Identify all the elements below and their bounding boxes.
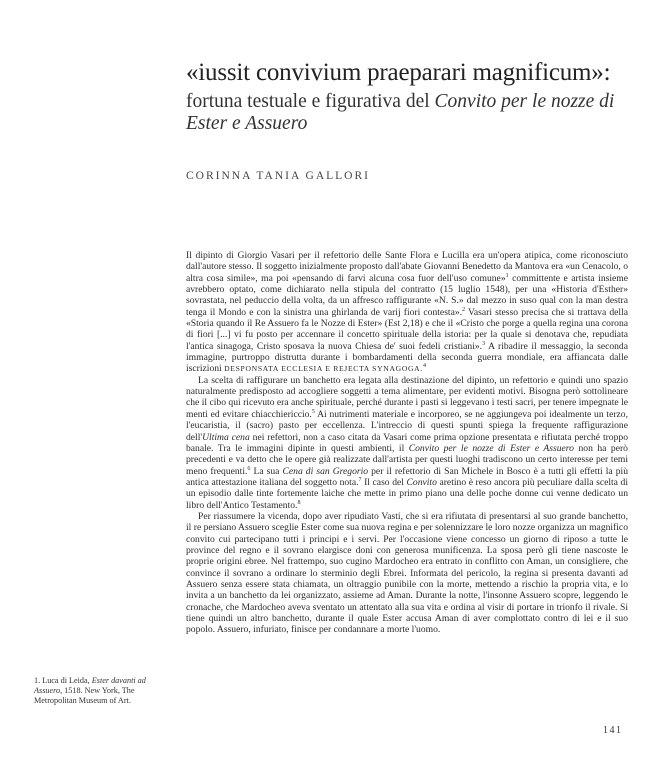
text-run: Ai nutrimenti materiale e incorporeo, se ne aggiungeva poi idealmente un terzo, l'eucaristia, il (sacro) pasto per eccellenza. L'intreccio di questi spunti spiega la frequente raffigurazione dell': [186, 408, 628, 443]
artwork-title: Convito per le nozze di Ester e Assuero: [408, 442, 574, 454]
text-run: A ribadire il messaggio, la seconda immagine, purtroppo distrutta durante i bombardamenti della seconda guerra mondiale, era affiancata dalle iscrizioni: [186, 340, 628, 375]
footnote-ref-5[interactable]: 5: [311, 408, 315, 415]
page-number: 141: [603, 725, 623, 736]
text-run: Il caso del: [361, 476, 407, 488]
artwork-title: Ultima cena: [202, 431, 250, 443]
footnote-ref-2[interactable]: 2: [462, 306, 466, 313]
footnote-ref-8[interactable]: 8: [297, 499, 301, 506]
text-run: Il dipinto di Giorgio Vasari per il refettorio delle Sante Flora e Lucilla era un'opera atipica, come riconosciuto dall'autore stesso. Il soggetto inizialmente proposto dall'abate Giovanni Benedetto da Mantova era «un Cenacolo, o altra cosa simile», ma poi «pensando di farvi alcuna cosa fuor dell'uso comune»: [186, 250, 628, 284]
footnote-ref-3[interactable]: 3: [482, 340, 486, 347]
article-subtitle: [186, 91, 616, 135]
article-title: «iussit convivium praeparari magnificum»:: [186, 59, 611, 86]
subtitle-italic-text: Convito per le nozze di Ester e Assuero: [186, 91, 615, 134]
caption-artwork-title: Ester davanti ad Assuero: [34, 676, 146, 695]
paragraph-2: [186, 375, 628, 511]
text-run: non ha però precedenti e va detto che le opere già realizzate dall'artista per questi luoghi tradiscono un certo interesse per temi meno frequenti.: [186, 442, 628, 477]
author-name: CORINNA TANIA GALLORI: [186, 170, 370, 182]
text-run: committente e artista insieme avrebbero optato, come dichiarato nella stipula del contratto (15 luglio 1548), per una «Historia d'Esther» sovrastata, nel peduccio della volta, da un affresco raffigurante «N. S.» dal mezzo in suso qual con la man destra tenga il Mondo e con la sinistra una ghirlanda de varij fiori contesta».: [186, 272, 628, 318]
artwork-title: Cena di san Gregorio: [282, 465, 369, 477]
paragraph-1: [186, 250, 628, 375]
caption-text: 1. Luca di Leida,: [34, 676, 92, 685]
footnote-ref-1[interactable]: 1: [505, 272, 509, 279]
artwork-title: Convito: [406, 476, 437, 488]
text-run: nei refettori, non a caso citata da Vasari come prima opzione presentata e rifiutata perché troppo banale. Tra le immagini dipinte in questi ambienti, il: [186, 431, 628, 454]
text-run: La scelta di raffigurare un banchetto era legata alla destinazione del dipinto, un refettorio e quindi uno spazio naturalmente predisposto ad accogliere soggetti a tema alimentare, per evidenti motivi. Bisogna però sottolineare che il cibo qui ricevuto era anche spirituale, perché durante i pasti si leggevano i testi sacri, per tenere impegnate le menti ed evitare chiacchiericcio.: [186, 374, 628, 420]
caption-text: , 1518. New York, The Metropolitan Museum of Art.: [34, 686, 135, 705]
text-run: aretino è reso ancora più peculiare dalla scelta di un episodio dalle tinte fortemente laiche che mette in primo piano una delle poche donne cui venne dedicato un libro dell'Antico Testamento.: [186, 476, 628, 511]
inscription-text: DESPONSATA ECCLESIA E REJECTA SYNAGOGA.: [224, 364, 423, 374]
subtitle-text: fortuna testuale e figurativa del: [186, 91, 435, 112]
footnote-ref-4[interactable]: 4: [422, 363, 426, 370]
figure-caption: [34, 676, 152, 706]
article-body: [186, 250, 628, 636]
paragraph-3: Per riassumere la vicenda, dopo aver ripudiato Vasti, che si era rifiutata di presentarsi al suo grande banchetto, il re persiano Assuero sceglie Ester come sua nuova regina e per solennizzare le loro nozze organizza un magnifico convito cui partecipano tutti i principi e i servi. Per l'occasione viene concesso un giorno di riposo a tutte le province del regno e il sovrano elargisce doni con generosa munificenza. La sposa però gli tiene nascoste le proprie origini ebree. Nel frattempo, suo cugino Mardocheo era entrato in conflitto con Aman, un consigliere, che convince il sovrano a ordinare lo sterminio degli Ebrei. Informata del pericolo, la regina si presenta davanti ad Assuero senza essere stata chiamata, un oltraggio punibile con la morte, mettendo a rischio la propria vita, e lo invita a un banchetto da lei organizzato, assieme ad Aman. Durante la notte, l'insonne Assuero scopre, leggendo le cronache, che Mardocheo aveva sventato un attentato alla sua vita e ordina al visir di portare in trionfo il rivale. Si tiene quindi un altro banchetto, durante il quale Ester accusa Aman di aver complottato contro di lei e il suo popolo. Assuero, infuriato, finisce per condannare a morte l'uomo.: [186, 510, 628, 636]
footnote-ref-6[interactable]: 6: [247, 465, 251, 472]
text-run: La sua: [250, 465, 283, 477]
text-run: per il refettorio di San Michele in Bosco è a tutti gli effetti la più antica attestazione italiana del soggetto nota.: [186, 465, 628, 488]
text-run: Vasari stesso precisa che si trattava della «Storia quando il Re Assuero fa le Nozze di Ester» (Est 2,18) e che il «Cristo che porge a quella regina una corona di fiori [...] vi fu posto per accennare il concetto spirituale della istoria: per la quale si denotava che, repudiata l'antica sinagoga, Cristo sposava la nuova Chiesa de' suoi fedeli cristiani».: [186, 306, 629, 352]
footnote-ref-7[interactable]: 7: [358, 476, 362, 483]
